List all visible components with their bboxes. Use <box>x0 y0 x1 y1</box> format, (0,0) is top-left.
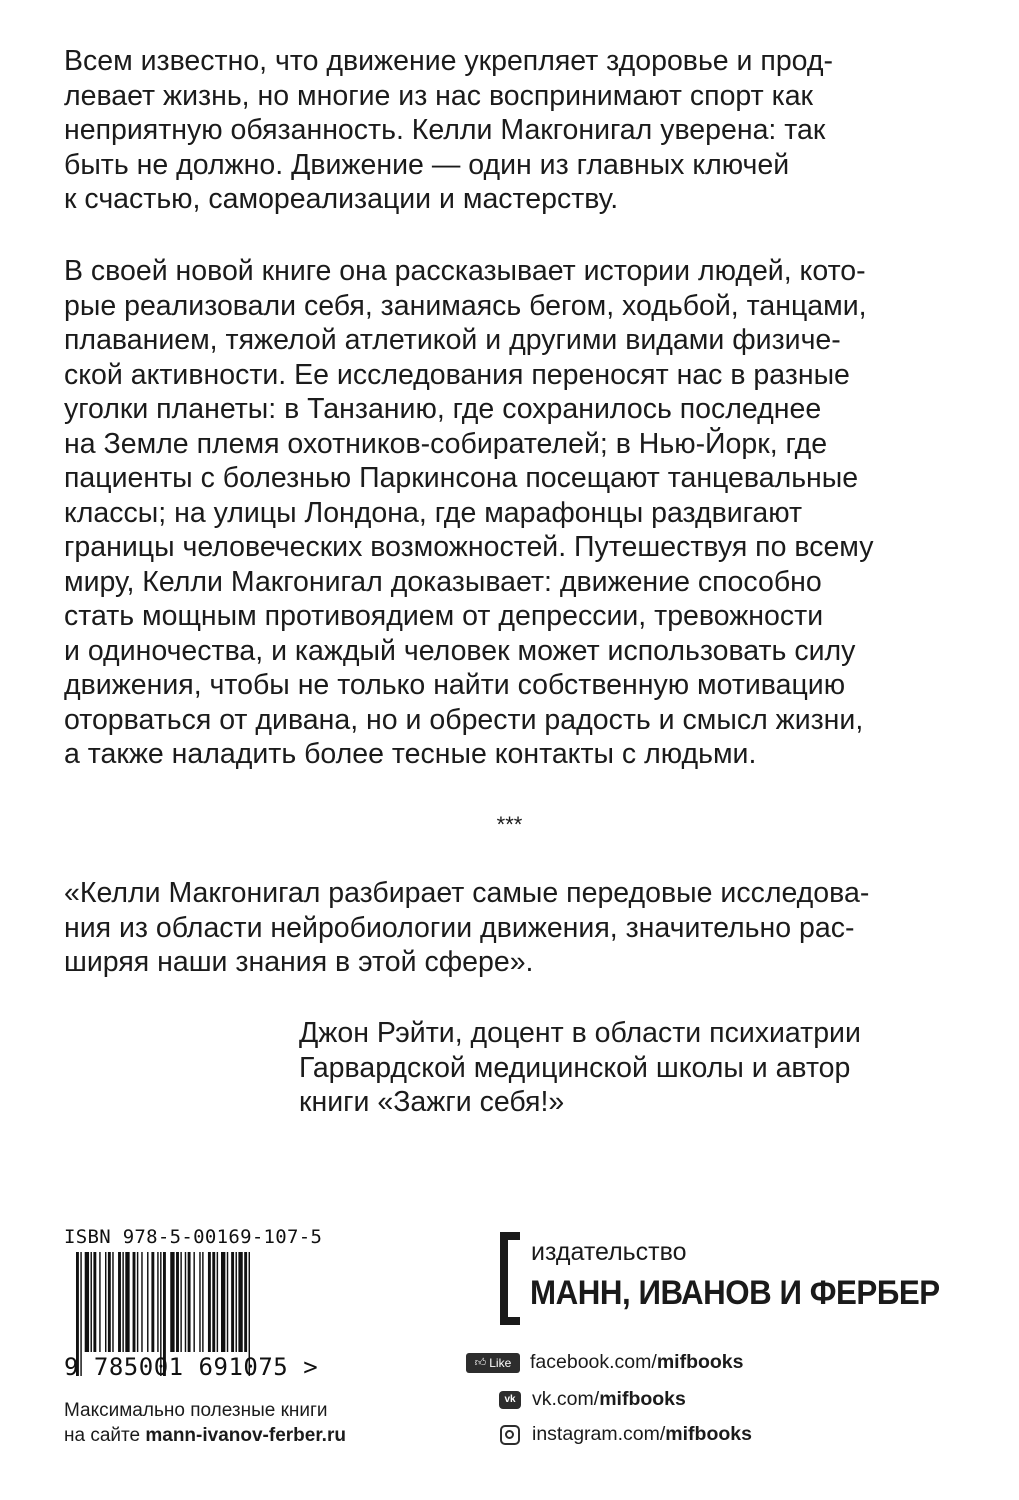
barcode-bar <box>93 1252 96 1352</box>
website-prefix: на сайте <box>64 1425 146 1446</box>
barcode-digits: 9 785001 691075 > <box>64 1353 319 1381</box>
barcode-bar <box>188 1252 191 1352</box>
barcode-bar <box>122 1252 123 1352</box>
website-note-line <box>64 1423 346 1448</box>
barcode-bar <box>108 1252 111 1352</box>
vk-icon: vk <box>499 1391 521 1409</box>
isbn-label: ISBN 978-5-00169-107-5 <box>64 1226 323 1248</box>
barcode-bar <box>202 1252 203 1352</box>
instagram-prefix: instagram.com/ <box>532 1423 666 1445</box>
barcode-bar <box>199 1252 200 1352</box>
barcode-bar <box>227 1252 228 1352</box>
barcode-bar <box>176 1252 179 1352</box>
social-instagram[interactable] <box>497 1423 752 1446</box>
text-line: оторваться от дивана, но и обрести радость и смысл жизни, <box>64 703 864 736</box>
text-line: на Земле племя охотников-собирателей; в Нью-Йорк, где <box>64 427 828 460</box>
text-line: и одиночества, и каждый человек может использовать силу <box>64 634 856 667</box>
barcode-bar <box>105 1252 106 1352</box>
barcode-bar <box>238 1252 242 1352</box>
text-line: неприятную обязанность. Келли Макгонигал уверена: так <box>64 114 826 146</box>
instagram-icon <box>500 1425 520 1445</box>
barcode-bar <box>193 1252 194 1352</box>
instagram-icon-wrap <box>497 1424 523 1446</box>
barcode-bar <box>221 1252 225 1352</box>
description-paragraph-2 <box>64 254 873 772</box>
barcode-bar <box>231 1252 234 1352</box>
text-line: классы; на улицы Лондона, где марафонцы раздвигают <box>64 496 803 529</box>
website-note <box>64 1398 346 1448</box>
text-line: Всем известно, что движение укрепляет здоровье и прод- <box>64 45 834 77</box>
text-line: плаванием, тяжелой атлетикой и другими видами физиче- <box>64 324 841 356</box>
instagram-handle: mifbooks <box>665 1423 752 1445</box>
barcode-bar <box>180 1252 181 1352</box>
text-line: а также наладить более тесные контакты с людьми. <box>64 738 757 770</box>
barcode-bar <box>147 1252 148 1352</box>
like-badge-label: Like <box>489 1355 512 1370</box>
section-separator: *** <box>496 812 523 837</box>
barcode-bar <box>185 1252 186 1352</box>
barcode-bar <box>99 1252 100 1352</box>
barcode-bar <box>112 1252 113 1352</box>
text-line: уголки планеты: в Танзанию, где сохранилось последнее <box>64 393 822 425</box>
text-line: рые реализовали себя, занимаясь бегом, ходьбой, танцами, <box>64 289 867 322</box>
text-line: быть не должно. Движение — один из главных ключей <box>64 148 790 181</box>
social-facebook[interactable] <box>466 1351 744 1374</box>
quote-attribution <box>299 1016 861 1120</box>
barcode-bar <box>208 1252 211 1352</box>
barcode-bar <box>91 1252 92 1352</box>
text-line: книги «Зажги себя!» <box>299 1086 565 1118</box>
publisher-bracket-logo <box>500 1232 520 1325</box>
publisher-name: МАНН, ИВАНОВ И ФЕРБЕР <box>530 1274 940 1312</box>
review-quote <box>64 876 869 980</box>
barcode-bar <box>244 1252 247 1352</box>
text-line: Гарвардской медицинской школы и автор <box>299 1051 851 1084</box>
facebook-handle: mifbooks <box>656 1351 744 1373</box>
facebook-prefix: facebook.com/ <box>530 1351 657 1373</box>
like-icon: 👍︎ Like <box>466 1353 520 1373</box>
barcode-bar <box>217 1252 218 1352</box>
barcode-bar <box>85 1252 89 1352</box>
description-paragraph-1 <box>64 44 833 217</box>
barcode-bar <box>236 1252 237 1352</box>
barcode-bar <box>212 1252 215 1352</box>
barcode-bar <box>157 1252 158 1352</box>
barcode-bar <box>141 1252 142 1352</box>
text-line: ния из области нейробиологии движения, значительно рас- <box>64 911 855 944</box>
barcode-bar <box>133 1252 136 1352</box>
vk-icon-wrap <box>497 1389 523 1411</box>
text-line: движения, чтобы не только найти собственную мотивацию <box>64 669 846 701</box>
barcode-bar <box>151 1252 154 1352</box>
barcode-bar <box>125 1252 129 1352</box>
text-line: В своей новой книге она рассказывает истории людей, кото- <box>64 255 866 287</box>
text-line: «Келли Макгонигал разбирает самые передовые исследова- <box>64 877 870 909</box>
text-line: Джон Рэйти, доцент в области психиатрии <box>299 1017 861 1049</box>
vk-handle: mifbooks <box>599 1388 686 1410</box>
text-line: ской активности. Ее исследования переносят нас в разные <box>64 358 850 391</box>
barcode-bar <box>118 1252 121 1352</box>
barcode-bar <box>137 1252 138 1352</box>
vk-prefix: vk.com/ <box>532 1388 600 1410</box>
text-line: к счастью, самореализации и мастерству. <box>64 183 619 215</box>
text-line: пациенты с болезнью Паркинсона посещают танцевальные <box>64 462 859 494</box>
text-line: границы человеческих возможностей. Путешествуя по всему <box>64 531 874 563</box>
text-line: левает жизнь, но многие из нас воспринимают спорт как <box>64 79 814 112</box>
website-note-line: Максимально полезные книги <box>64 1400 328 1421</box>
text-line: миру, Келли Макгонигал доказывает: движение способно <box>64 565 822 598</box>
website-link[interactable]: mann-ivanov-ferber.ru <box>145 1425 346 1446</box>
publisher-label: издательство <box>531 1238 687 1266</box>
social-vk[interactable] <box>497 1388 686 1411</box>
text-line: ширяя наши знания в этой сфере». <box>64 946 534 978</box>
barcode-bar <box>170 1252 174 1352</box>
text-line: стать мощным противоядием от депрессии, тревожности <box>64 600 824 632</box>
